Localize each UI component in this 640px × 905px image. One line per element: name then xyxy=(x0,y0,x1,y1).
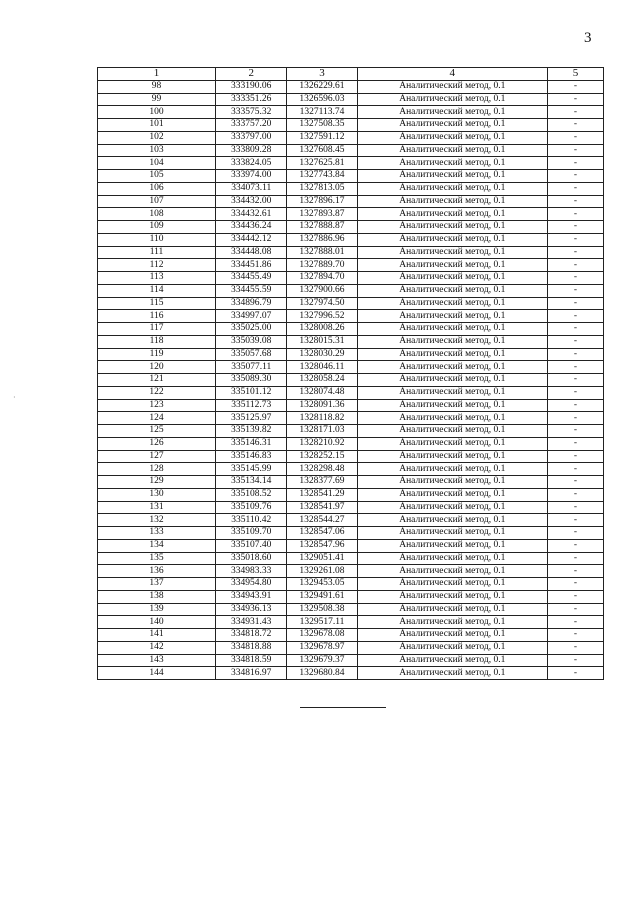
table-cell: 1328171.03 xyxy=(287,425,357,438)
table-cell: 1328210.92 xyxy=(287,437,357,450)
table-cell: Аналитический метод, 0.1 xyxy=(357,323,547,336)
closing-rule xyxy=(300,707,386,708)
table-row xyxy=(98,425,604,438)
table-cell: 1327889.70 xyxy=(287,259,357,272)
table-cell: Аналитический метод, 0.1 xyxy=(357,437,547,450)
table-cell: 334818.59 xyxy=(216,654,287,667)
table-cell: 108 xyxy=(98,208,216,221)
table-cell: - xyxy=(547,501,603,514)
table-body xyxy=(98,80,604,679)
table-cell: Аналитический метод, 0.1 xyxy=(357,272,547,285)
table-row xyxy=(98,106,604,119)
table-cell: 140 xyxy=(98,616,216,629)
table-cell: 335146.83 xyxy=(216,450,287,463)
table-cell: 114 xyxy=(98,284,216,297)
table-cell: 1327625.81 xyxy=(287,157,357,170)
table-cell: - xyxy=(547,641,603,654)
table-cell: Аналитический метод, 0.1 xyxy=(357,476,547,489)
table-row xyxy=(98,246,604,259)
table-cell: Аналитический метод, 0.1 xyxy=(357,119,547,132)
table-cell: Аналитический метод, 0.1 xyxy=(357,603,547,616)
table-cell: Аналитический метод, 0.1 xyxy=(357,667,547,680)
table-cell: 1328544.27 xyxy=(287,514,357,527)
table-cell: Аналитический метод, 0.1 xyxy=(357,284,547,297)
coordinates-table xyxy=(97,67,604,680)
table-cell: 1328030.29 xyxy=(287,348,357,361)
table-header-row xyxy=(98,68,604,81)
column-header: 1 xyxy=(98,68,216,81)
table-cell: 133 xyxy=(98,527,216,540)
table-cell: 115 xyxy=(98,297,216,310)
table-cell: 333797.00 xyxy=(216,131,287,144)
table-cell: 335134.14 xyxy=(216,476,287,489)
table-cell: Аналитический метод, 0.1 xyxy=(357,310,547,323)
table-cell: - xyxy=(547,590,603,603)
table-cell: 99 xyxy=(98,93,216,106)
table-cell: Аналитический метод, 0.1 xyxy=(357,170,547,183)
table-cell: - xyxy=(547,539,603,552)
table-cell: 334818.88 xyxy=(216,641,287,654)
table-cell: 1328058.24 xyxy=(287,374,357,387)
table-cell: 1329679.37 xyxy=(287,654,357,667)
table-cell: Аналитический метод, 0.1 xyxy=(357,221,547,234)
table-cell: 334936.13 xyxy=(216,603,287,616)
page-number: 3 xyxy=(584,30,592,46)
table-row xyxy=(98,310,604,323)
table-cell: 137 xyxy=(98,578,216,591)
table-cell: 335109.76 xyxy=(216,501,287,514)
table-cell: - xyxy=(547,412,603,425)
table-cell: - xyxy=(547,323,603,336)
table-cell: 136 xyxy=(98,565,216,578)
table-cell: 116 xyxy=(98,310,216,323)
table-cell: Аналитический метод, 0.1 xyxy=(357,374,547,387)
table-cell: - xyxy=(547,335,603,348)
table-row xyxy=(98,335,604,348)
table-cell: 334436.24 xyxy=(216,221,287,234)
table-cell: Аналитический метод, 0.1 xyxy=(357,399,547,412)
table-cell: 335109.70 xyxy=(216,527,287,540)
table-cell: 132 xyxy=(98,514,216,527)
table-cell: 105 xyxy=(98,170,216,183)
table-cell: 142 xyxy=(98,641,216,654)
table-cell: 333351.26 xyxy=(216,93,287,106)
table-row xyxy=(98,386,604,399)
table-cell: 121 xyxy=(98,374,216,387)
table-row xyxy=(98,437,604,450)
table-cell: 1328046.11 xyxy=(287,361,357,374)
table-cell: Аналитический метод, 0.1 xyxy=(357,131,547,144)
table-row xyxy=(98,552,604,565)
table-cell: 139 xyxy=(98,603,216,616)
table-row xyxy=(98,170,604,183)
table-cell: 335110.42 xyxy=(216,514,287,527)
table-cell: Аналитический метод, 0.1 xyxy=(357,527,547,540)
table-row xyxy=(98,80,604,93)
table-cell: 98 xyxy=(98,80,216,93)
table-cell: 1326229.61 xyxy=(287,80,357,93)
table-cell: 335039.08 xyxy=(216,335,287,348)
table-cell: Аналитический метод, 0.1 xyxy=(357,654,547,667)
table-cell: Аналитический метод, 0.1 xyxy=(357,361,547,374)
table-cell: Аналитический метод, 0.1 xyxy=(357,233,547,246)
table-row xyxy=(98,361,604,374)
table-cell: 1327113.74 xyxy=(287,106,357,119)
table-cell: - xyxy=(547,297,603,310)
table-cell: Аналитический метод, 0.1 xyxy=(357,552,547,565)
column-header: 5 xyxy=(547,68,603,81)
table-cell: 128 xyxy=(98,463,216,476)
table-row xyxy=(98,374,604,387)
table-cell: 335089.30 xyxy=(216,374,287,387)
table-cell: - xyxy=(547,246,603,259)
table-cell: 103 xyxy=(98,144,216,157)
table-row xyxy=(98,272,604,285)
table-row xyxy=(98,450,604,463)
table-cell: - xyxy=(547,119,603,132)
table-cell: 333809.28 xyxy=(216,144,287,157)
table-cell: 334455.59 xyxy=(216,284,287,297)
table-cell: 1327900.66 xyxy=(287,284,357,297)
table-cell: - xyxy=(547,565,603,578)
table-cell: 1329491.61 xyxy=(287,590,357,603)
table-cell: - xyxy=(547,93,603,106)
table-cell: - xyxy=(547,437,603,450)
table-cell: 335146.31 xyxy=(216,437,287,450)
table-cell: 333190.06 xyxy=(216,80,287,93)
table-cell: Аналитический метод, 0.1 xyxy=(357,488,547,501)
table-cell: Аналитический метод, 0.1 xyxy=(357,565,547,578)
table-row xyxy=(98,667,604,680)
table-row xyxy=(98,93,604,106)
table-cell: Аналитический метод, 0.1 xyxy=(357,335,547,348)
table-cell: Аналитический метод, 0.1 xyxy=(357,106,547,119)
table-row xyxy=(98,488,604,501)
table-cell: 112 xyxy=(98,259,216,272)
table-cell: Аналитический метод, 0.1 xyxy=(357,386,547,399)
table-cell: 109 xyxy=(98,221,216,234)
table-row xyxy=(98,182,604,195)
table-cell: 334896.79 xyxy=(216,297,287,310)
table-row xyxy=(98,539,604,552)
table-row xyxy=(98,501,604,514)
table-row xyxy=(98,412,604,425)
table-cell: 124 xyxy=(98,412,216,425)
table-cell: 1327886.96 xyxy=(287,233,357,246)
table-cell: - xyxy=(547,284,603,297)
table-cell: Аналитический метод, 0.1 xyxy=(357,208,547,221)
table-cell: 335139.82 xyxy=(216,425,287,438)
table-cell: - xyxy=(547,603,603,616)
table-row xyxy=(98,195,604,208)
table-cell: - xyxy=(547,272,603,285)
table-row xyxy=(98,654,604,667)
table-row xyxy=(98,348,604,361)
table-row xyxy=(98,297,604,310)
table-row xyxy=(98,641,604,654)
table-cell: 119 xyxy=(98,348,216,361)
table-cell: Аналитический метод, 0.1 xyxy=(357,514,547,527)
table-row xyxy=(98,221,604,234)
table-cell: Аналитический метод, 0.1 xyxy=(357,80,547,93)
table-row xyxy=(98,323,604,336)
table-cell: Аналитический метод, 0.1 xyxy=(357,157,547,170)
table-cell: Аналитический метод, 0.1 xyxy=(357,144,547,157)
table-cell: 334432.00 xyxy=(216,195,287,208)
table-cell: Аналитический метод, 0.1 xyxy=(357,450,547,463)
table-row xyxy=(98,463,604,476)
table-row xyxy=(98,131,604,144)
table-cell: 1327813.05 xyxy=(287,182,357,195)
table-row xyxy=(98,527,604,540)
table-row xyxy=(98,514,604,527)
table-cell: Аналитический метод, 0.1 xyxy=(357,578,547,591)
table-cell: - xyxy=(547,527,603,540)
table-cell: 334442.12 xyxy=(216,233,287,246)
table-cell: Аналитический метод, 0.1 xyxy=(357,182,547,195)
table-cell: - xyxy=(547,654,603,667)
table-cell: 106 xyxy=(98,182,216,195)
table-cell: 335018.60 xyxy=(216,552,287,565)
table-cell: 335057.68 xyxy=(216,348,287,361)
table-cell: 1326596.03 xyxy=(287,93,357,106)
table-cell: - xyxy=(547,157,603,170)
table-row xyxy=(98,119,604,132)
table-row xyxy=(98,603,604,616)
table-cell: 334931.43 xyxy=(216,616,287,629)
table-cell: 334943.91 xyxy=(216,590,287,603)
table-cell: 335107.40 xyxy=(216,539,287,552)
table-cell: 1327508.35 xyxy=(287,119,357,132)
table-row xyxy=(98,590,604,603)
table-cell: 335145.99 xyxy=(216,463,287,476)
table-cell: Аналитический метод, 0.1 xyxy=(357,93,547,106)
table-cell: - xyxy=(547,221,603,234)
table-cell: 1328118.82 xyxy=(287,412,357,425)
table-cell: 333575.32 xyxy=(216,106,287,119)
table-cell: 1328091.36 xyxy=(287,399,357,412)
table-cell: 138 xyxy=(98,590,216,603)
table-cell: 335108.52 xyxy=(216,488,287,501)
table-cell: 1327888.87 xyxy=(287,221,357,234)
table-cell: 333824.05 xyxy=(216,157,287,170)
table-cell: Аналитический метод, 0.1 xyxy=(357,463,547,476)
table-cell: - xyxy=(547,144,603,157)
table-cell: - xyxy=(547,667,603,680)
table-cell: 141 xyxy=(98,629,216,642)
column-header: 3 xyxy=(287,68,357,81)
table-cell: 143 xyxy=(98,654,216,667)
table-cell: 1327608.45 xyxy=(287,144,357,157)
table-cell: 333757.20 xyxy=(216,119,287,132)
table-cell: - xyxy=(547,233,603,246)
table-cell: Аналитический метод, 0.1 xyxy=(357,412,547,425)
table-cell: - xyxy=(547,106,603,119)
table-cell: 1329261.08 xyxy=(287,565,357,578)
table-cell: 1327896.17 xyxy=(287,195,357,208)
table-cell: Аналитический метод, 0.1 xyxy=(357,590,547,603)
table-cell: 334818.72 xyxy=(216,629,287,642)
table-cell: 144 xyxy=(98,667,216,680)
table-row xyxy=(98,157,604,170)
table-cell: 1328541.97 xyxy=(287,501,357,514)
table-cell: - xyxy=(547,514,603,527)
table-cell: - xyxy=(547,259,603,272)
table-row xyxy=(98,233,604,246)
table-cell: 1328547.96 xyxy=(287,539,357,552)
table-cell: 1328074.48 xyxy=(287,386,357,399)
table-cell: 1327996.52 xyxy=(287,310,357,323)
table-cell: - xyxy=(547,552,603,565)
table-cell: Аналитический метод, 0.1 xyxy=(357,539,547,552)
table-cell: 334983.33 xyxy=(216,565,287,578)
table-row xyxy=(98,565,604,578)
table-cell: Аналитический метод, 0.1 xyxy=(357,616,547,629)
table-cell: Аналитический метод, 0.1 xyxy=(357,297,547,310)
table-cell: 122 xyxy=(98,386,216,399)
table-cell: 118 xyxy=(98,335,216,348)
table-cell: 334455.49 xyxy=(216,272,287,285)
table-cell: 1329508.38 xyxy=(287,603,357,616)
table-cell: Аналитический метод, 0.1 xyxy=(357,348,547,361)
table-cell: 334448.08 xyxy=(216,246,287,259)
table-cell: 104 xyxy=(98,157,216,170)
table-cell: 1329517.11 xyxy=(287,616,357,629)
table-row xyxy=(98,259,604,272)
table-cell: - xyxy=(547,131,603,144)
table-cell: 335101.12 xyxy=(216,386,287,399)
table-cell: 335125.97 xyxy=(216,412,287,425)
table-cell: 127 xyxy=(98,450,216,463)
table-cell: - xyxy=(547,348,603,361)
table-row xyxy=(98,476,604,489)
table-cell: - xyxy=(547,310,603,323)
table-cell: 1328252.15 xyxy=(287,450,357,463)
table-cell: Аналитический метод, 0.1 xyxy=(357,425,547,438)
table-cell: - xyxy=(547,361,603,374)
table-cell: 1329678.08 xyxy=(287,629,357,642)
table-cell: 113 xyxy=(98,272,216,285)
table-cell: - xyxy=(547,170,603,183)
table-cell: Аналитический метод, 0.1 xyxy=(357,641,547,654)
table-cell: Аналитический метод, 0.1 xyxy=(357,246,547,259)
table-cell: 100 xyxy=(98,106,216,119)
table-cell: - xyxy=(547,386,603,399)
table-cell: 131 xyxy=(98,501,216,514)
table-cell: 1328541.29 xyxy=(287,488,357,501)
table-cell: - xyxy=(547,195,603,208)
table-cell: 107 xyxy=(98,195,216,208)
table-row xyxy=(98,578,604,591)
column-header: 4 xyxy=(357,68,547,81)
table-cell: 335077.11 xyxy=(216,361,287,374)
table-cell: - xyxy=(547,374,603,387)
table-cell: - xyxy=(547,629,603,642)
table-cell: 334954.80 xyxy=(216,578,287,591)
table-cell: 1328015.31 xyxy=(287,335,357,348)
table-cell: - xyxy=(547,463,603,476)
table-cell: 335025.00 xyxy=(216,323,287,336)
table-row xyxy=(98,616,604,629)
table-cell: 134 xyxy=(98,539,216,552)
table-row xyxy=(98,629,604,642)
table-cell: 135 xyxy=(98,552,216,565)
table-cell: 1327894.70 xyxy=(287,272,357,285)
column-header: 2 xyxy=(216,68,287,81)
table-cell: Аналитический метод, 0.1 xyxy=(357,501,547,514)
table-cell: 120 xyxy=(98,361,216,374)
table-cell: 1327888.01 xyxy=(287,246,357,259)
table-cell: 111 xyxy=(98,246,216,259)
table-cell: 1329680.84 xyxy=(287,667,357,680)
table-cell: 1328377.69 xyxy=(287,476,357,489)
table-cell: 334816.97 xyxy=(216,667,287,680)
table-cell: 1328547.06 xyxy=(287,527,357,540)
table-cell: 333974.00 xyxy=(216,170,287,183)
table-cell: 117 xyxy=(98,323,216,336)
table-cell: 1327743.84 xyxy=(287,170,357,183)
table-cell: 334432.61 xyxy=(216,208,287,221)
table-cell: 130 xyxy=(98,488,216,501)
table-cell: 334451.86 xyxy=(216,259,287,272)
table-cell: - xyxy=(547,399,603,412)
margin-mark: · xyxy=(13,393,16,402)
table-cell: - xyxy=(547,450,603,463)
table-cell: 1327974.50 xyxy=(287,297,357,310)
table-cell: 1329051.41 xyxy=(287,552,357,565)
table-cell: - xyxy=(547,80,603,93)
table-cell: 1327591.12 xyxy=(287,131,357,144)
table-cell: 334073.11 xyxy=(216,182,287,195)
table-cell: 1329678.97 xyxy=(287,641,357,654)
table-cell: - xyxy=(547,578,603,591)
table-cell: 110 xyxy=(98,233,216,246)
table-cell: - xyxy=(547,425,603,438)
table-cell: - xyxy=(547,616,603,629)
table-cell: 1329453.05 xyxy=(287,578,357,591)
table-cell: - xyxy=(547,488,603,501)
table-row xyxy=(98,144,604,157)
table-cell: Аналитический метод, 0.1 xyxy=(357,195,547,208)
table-cell: - xyxy=(547,476,603,489)
table-cell: 1327893.87 xyxy=(287,208,357,221)
table-cell: 125 xyxy=(98,425,216,438)
table-row xyxy=(98,208,604,221)
table-cell: 334997.07 xyxy=(216,310,287,323)
table-row xyxy=(98,284,604,297)
table-cell: 1328008.26 xyxy=(287,323,357,336)
table-cell: 126 xyxy=(98,437,216,450)
table-cell: Аналитический метод, 0.1 xyxy=(357,259,547,272)
table-cell: 129 xyxy=(98,476,216,489)
table-row xyxy=(98,399,604,412)
table-cell: 101 xyxy=(98,119,216,132)
table-cell: - xyxy=(547,182,603,195)
table-cell: - xyxy=(547,208,603,221)
table-cell: Аналитический метод, 0.1 xyxy=(357,629,547,642)
table-cell: 1328298.48 xyxy=(287,463,357,476)
table-cell: 123 xyxy=(98,399,216,412)
table-cell: 335112.73 xyxy=(216,399,287,412)
table-cell: 102 xyxy=(98,131,216,144)
